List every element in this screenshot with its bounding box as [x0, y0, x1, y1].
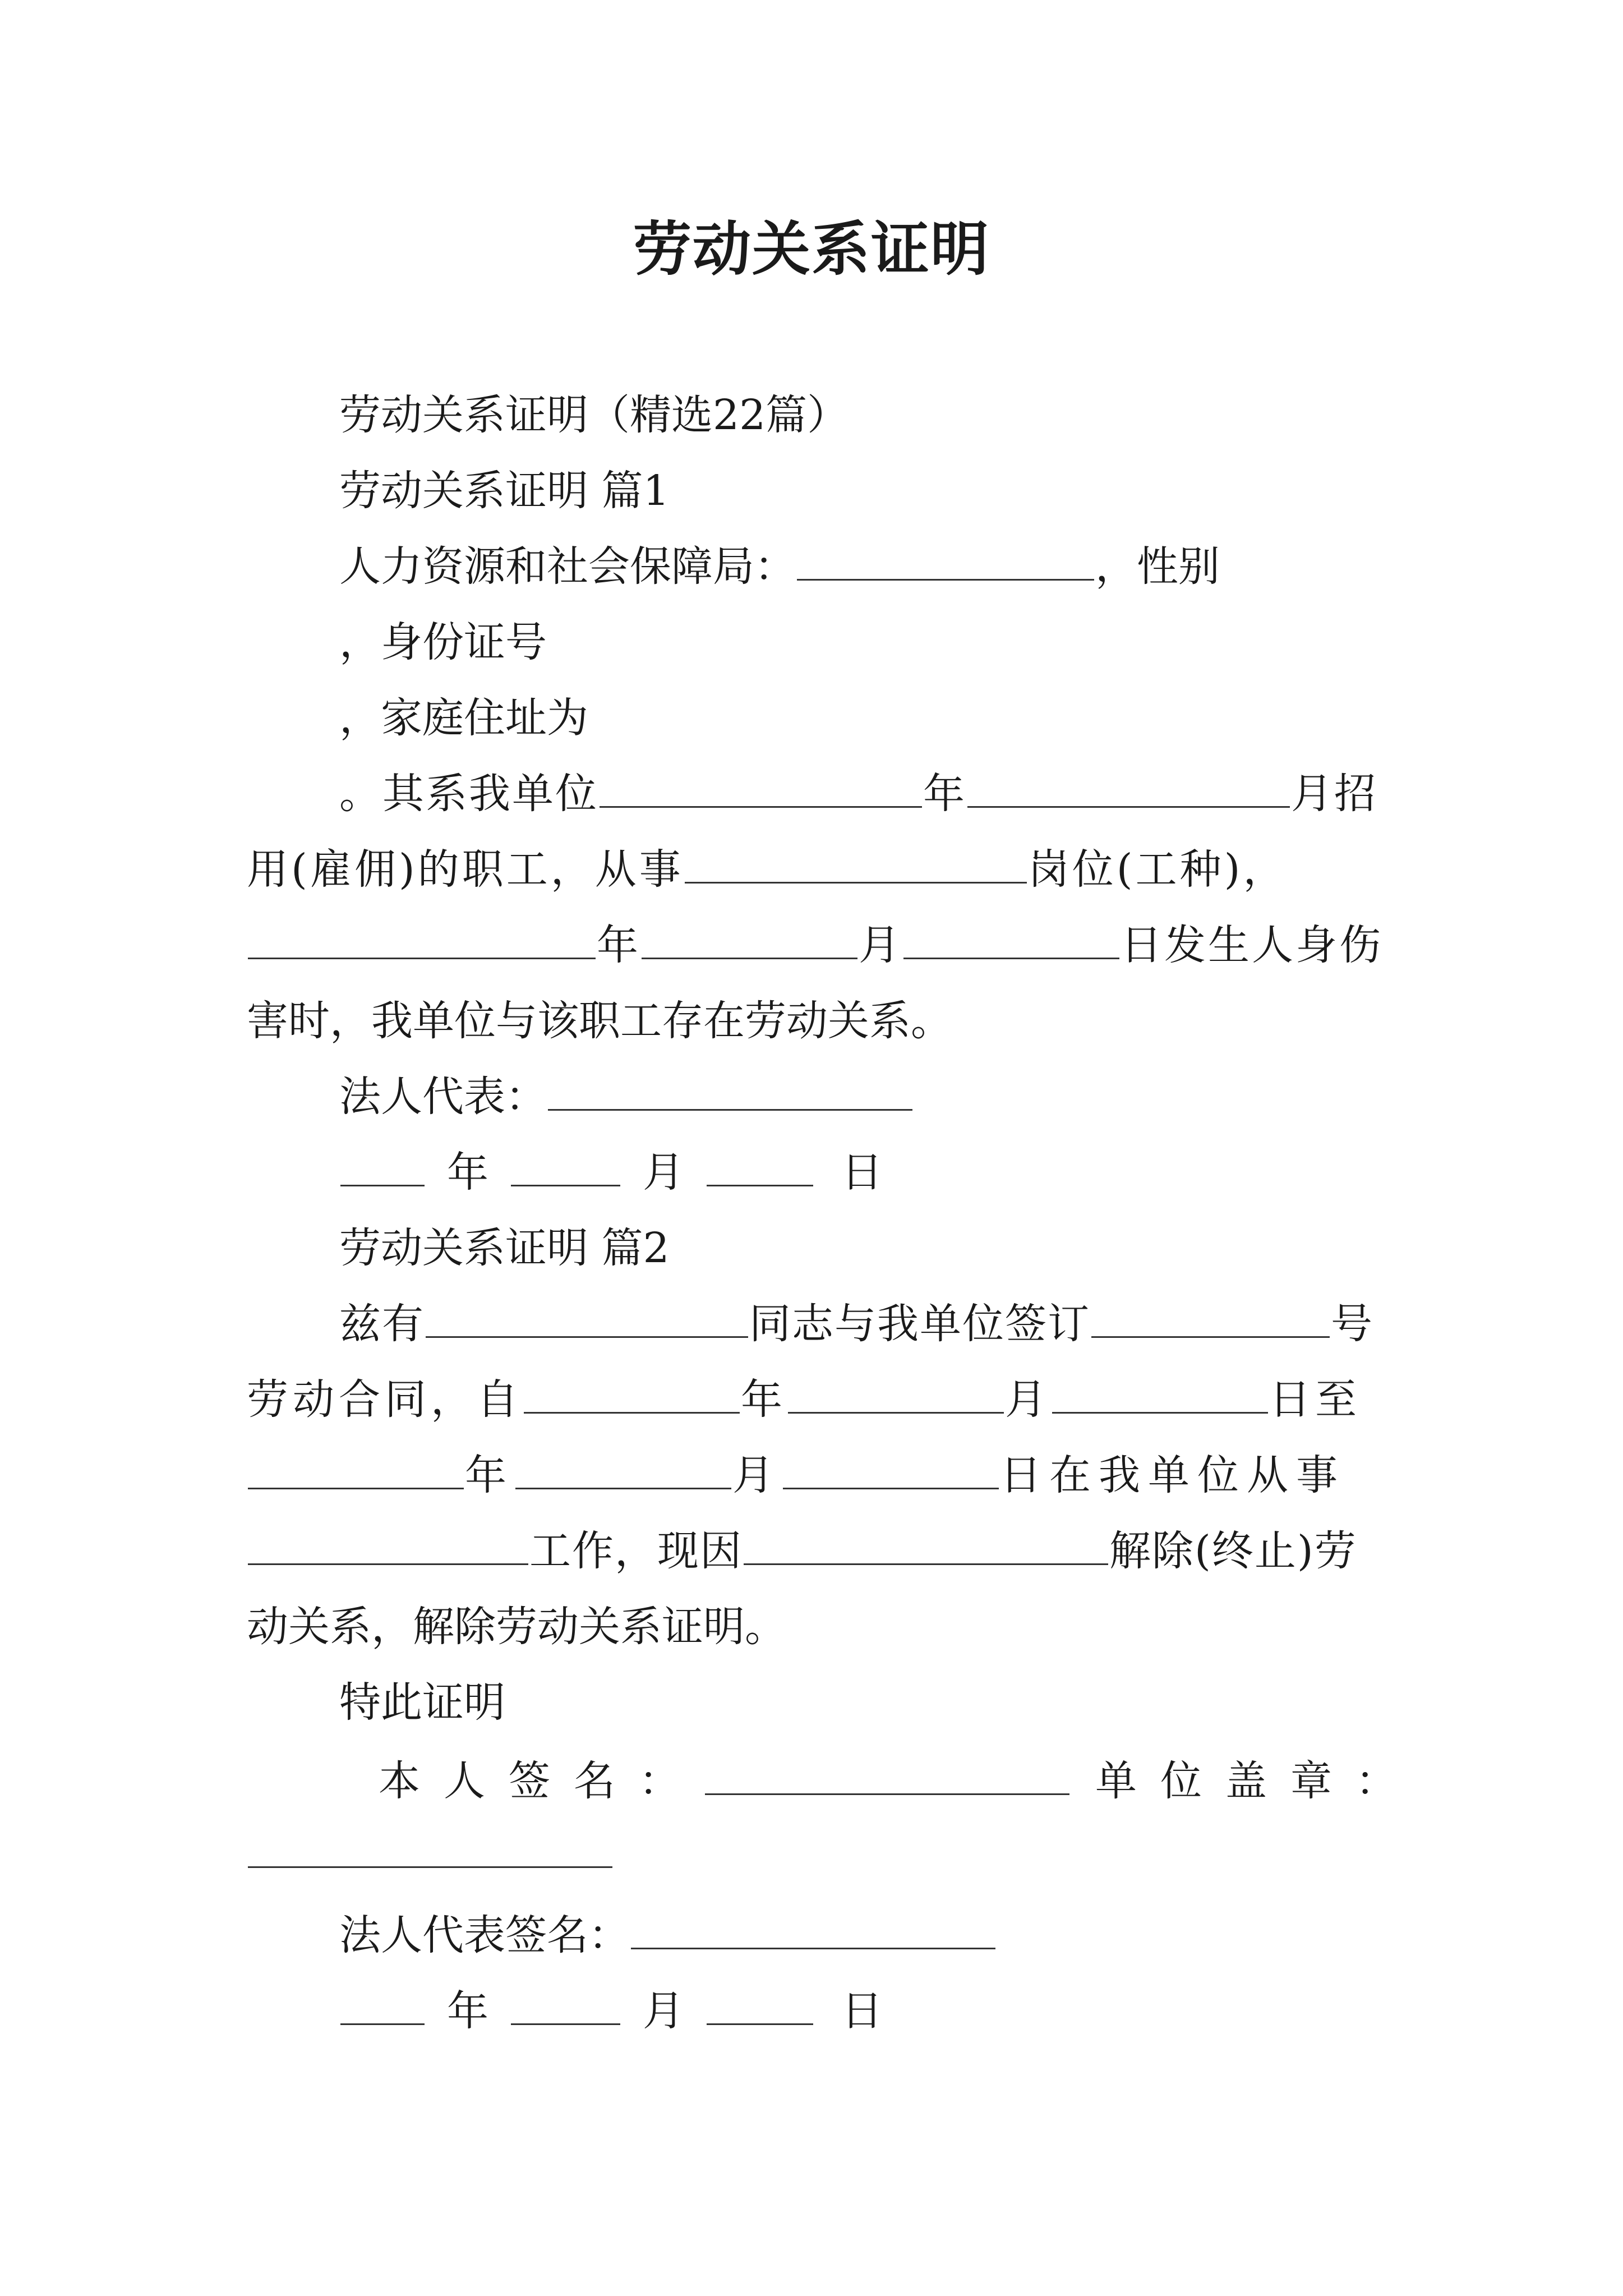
date-day-label: 日	[841, 1987, 883, 2035]
section1-heading: 劳动关系证明 篇1	[339, 467, 670, 515]
date-day-blank[interactable]	[707, 1145, 813, 1186]
id-number-label: ，身份证号	[339, 618, 547, 666]
hereby-certify: 特此证明	[339, 1678, 505, 1727]
legal-rep-label: 法人代表：	[339, 1073, 547, 1121]
position-label: 岗位(工种)，	[1027, 845, 1288, 894]
legal-rep-line	[339, 1069, 914, 1125]
position-blank[interactable]	[685, 843, 1027, 884]
legal-rep-sign-line	[339, 1907, 997, 1963]
section2-line3	[247, 1447, 1345, 1503]
company-seal-blank[interactable]	[248, 1827, 612, 1868]
end-year-blank[interactable]	[248, 1448, 464, 1489]
document-title: 劳动关系证明	[633, 214, 990, 283]
personal-signature-label: 本人签名：	[379, 1757, 704, 1805]
date-month-label: 月	[643, 1148, 684, 1197]
work-at-text: 日在我单位从事	[1000, 1451, 1345, 1499]
section2-heading: 劳动关系证明 篇2	[339, 1224, 670, 1272]
date-year-blank[interactable]	[340, 1984, 425, 2025]
date-day-blank[interactable]	[707, 1984, 813, 2025]
date-month-label: 月	[643, 1987, 684, 2035]
company-seal-blank-line	[247, 1826, 614, 1882]
section1-line5	[247, 841, 1288, 898]
start-month-blank[interactable]	[788, 1373, 1004, 1414]
section2-line1	[339, 1296, 1373, 1352]
number-label: 号	[1331, 1300, 1373, 1348]
date-month-blank[interactable]	[511, 1984, 620, 2025]
section2-line5: 动关系，解除劳动关系证明。	[247, 1603, 786, 1651]
contract-number-blank[interactable]	[1091, 1297, 1330, 1338]
date-year-label: 年	[447, 1148, 488, 1197]
section1-date-line	[339, 1144, 883, 1200]
section1-addressee-line	[339, 539, 1220, 595]
end-day-blank[interactable]	[783, 1448, 999, 1489]
month-label: 月	[732, 1451, 782, 1499]
company-seal-label: 单位盖章：	[1095, 1757, 1421, 1805]
section1-line6	[247, 917, 1383, 973]
start-year-blank[interactable]	[524, 1373, 740, 1414]
month-label: 月招	[1291, 770, 1377, 818]
month-label: 月	[1005, 1375, 1051, 1424]
injury-text: 日发生人身伤	[1121, 921, 1383, 969]
year-label: 年	[741, 1375, 787, 1424]
year-label: 年	[923, 770, 966, 818]
legal-rep-blank[interactable]	[548, 1070, 912, 1111]
injury-month-blank[interactable]	[642, 918, 857, 959]
legal-rep-signature-label: 法人代表签名：	[339, 1911, 630, 1959]
section2-line2	[247, 1372, 1361, 1428]
section1-line4	[339, 766, 1377, 822]
until-text: 日至	[1269, 1375, 1361, 1424]
hereby-text: 兹有	[339, 1300, 425, 1348]
signed-text: 同志与我单位签订	[749, 1300, 1090, 1348]
legal-rep-signature-blank[interactable]	[631, 1908, 995, 1949]
date-year-label: 年	[447, 1987, 488, 2035]
start-day-blank[interactable]	[1052, 1373, 1268, 1414]
date-day-label: 日	[841, 1148, 883, 1197]
contract-from-text: 劳动合同，自	[247, 1375, 523, 1424]
year-label: 年	[597, 921, 640, 969]
date-month-blank[interactable]	[511, 1145, 620, 1186]
engaged-text: 用(雇佣)的职工，从事	[247, 845, 684, 894]
section2-line4	[247, 1523, 1357, 1579]
year-label: 年	[465, 1451, 514, 1499]
work-type-blank[interactable]	[248, 1524, 528, 1565]
addressee-text: 人力资源和社会保障局：	[339, 542, 796, 591]
date-year-blank[interactable]	[340, 1145, 425, 1186]
name-blank[interactable]	[797, 540, 1094, 581]
month-blank[interactable]	[967, 767, 1290, 808]
section1-line7: 害时，我单位与该职工存在劳动关系。	[247, 997, 952, 1045]
employed-text: 。其系我单位	[339, 770, 598, 818]
terminate-text: 解除(终止)劳	[1109, 1527, 1357, 1575]
home-address-label: ，家庭住址为	[339, 694, 588, 742]
gender-label: ，性别	[1095, 542, 1220, 591]
end-month-blank[interactable]	[515, 1448, 731, 1489]
year-blank[interactable]	[600, 767, 922, 808]
reason-blank[interactable]	[744, 1524, 1108, 1565]
month-label: 月	[859, 921, 902, 969]
personal-signature-blank[interactable]	[705, 1754, 1069, 1795]
injury-day-blank[interactable]	[903, 918, 1119, 959]
signature-line	[379, 1753, 1421, 1809]
section2-date-line	[339, 1983, 883, 2039]
intro-line: 劳动关系证明（精选22篇）	[339, 391, 849, 439]
comrade-name-blank[interactable]	[426, 1297, 748, 1338]
work-reason-text: 工作，现因	[529, 1527, 743, 1575]
injury-year-blank[interactable]	[248, 918, 596, 959]
